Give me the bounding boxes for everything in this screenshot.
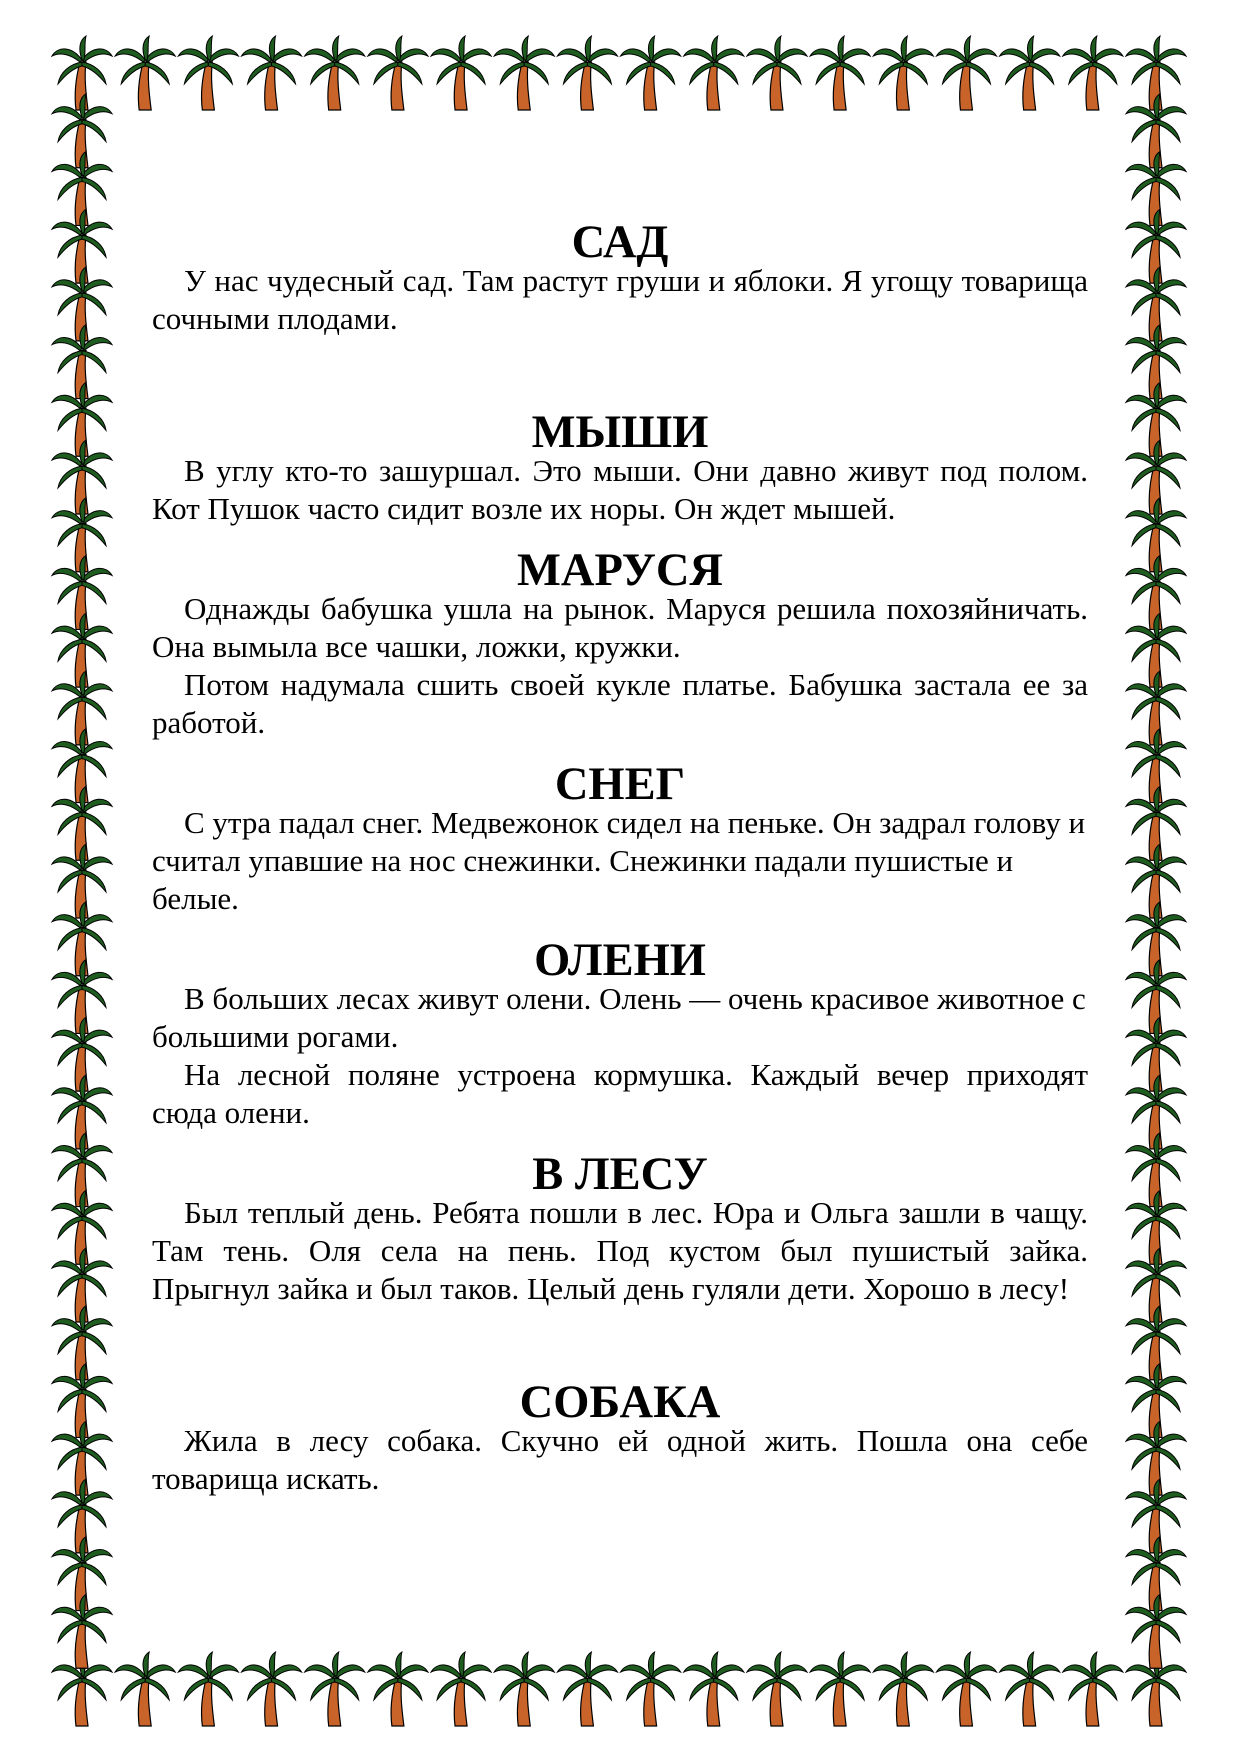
story-title: МЫШИ <box>531 407 709 458</box>
palm-tree-icon <box>557 1652 617 1726</box>
palm-tree-icon <box>52 1594 112 1668</box>
story-paragraph: В углу кто-то зашуршал. Это мыши. Они давно живут под полом. Кот Пушок часто сидит возле их норы. Он ждет мышей. <box>152 453 1088 526</box>
story-paragraph: Однажды бабушка ушла на рынок. Маруся решила похозяйничать. Она вымыла все чашки, ложки, кружки. <box>152 591 1088 664</box>
story-v-lesu <box>152 1149 1088 1308</box>
story-sneg <box>152 759 1088 918</box>
palm-tree-icon <box>810 1652 870 1726</box>
palm-tree-icon <box>1063 1652 1123 1726</box>
palm-tree-icon <box>684 1652 744 1726</box>
palm-tree-icon <box>242 36 302 110</box>
story-title: ОЛЕНИ <box>534 935 706 986</box>
story-title: СОБАКА <box>519 1377 721 1428</box>
story-paragraph: С утра падал снег. Медвежонок сидел на пеньке. Он задрал голову и считал упавшие на нос снежинки. Снежинки падали пушистые и белые. <box>152 805 1086 916</box>
palm-tree-icon <box>1000 36 1060 110</box>
palm-tree-icon <box>494 1652 554 1726</box>
palm-tree-icon <box>747 36 807 110</box>
story-sad <box>152 217 1088 338</box>
palm-tree-icon <box>621 36 681 110</box>
palm-tree-icon <box>621 1652 681 1726</box>
palm-tree-icon <box>368 1652 428 1726</box>
palm-tree-icon <box>305 1652 365 1726</box>
palm-tree-icon <box>431 1652 491 1726</box>
palm-tree-icon <box>178 1652 238 1726</box>
story-title: СНЕГ <box>554 759 686 810</box>
story-myshi <box>152 407 1088 528</box>
palm-tree-icon <box>936 1652 996 1726</box>
palm-tree-icon <box>873 1652 933 1726</box>
palm-tree-icon <box>494 36 554 110</box>
palm-tree-icon <box>557 36 617 110</box>
story-title: МАРУСЯ <box>516 545 723 596</box>
story-title: САД <box>571 217 669 268</box>
story-sobaka <box>152 1377 1088 1498</box>
stories-container <box>152 217 1088 1498</box>
palm-tree-icon <box>115 1652 175 1726</box>
palm-tree-icon <box>936 36 996 110</box>
palm-tree-icon <box>242 1652 302 1726</box>
palm-tree-icon <box>1000 1652 1060 1726</box>
story-oleni <box>152 935 1088 1132</box>
story-paragraph: Потом надумала сшить своей кукле платье. Бабушка застала ее за работой. <box>152 667 1088 740</box>
story-paragraph: На лесной поляне устроена кормушка. Каждый вечер приходят сюда олени. <box>152 1057 1088 1130</box>
story-paragraph: Был теплый день. Ребята пошли в лес. Юра и Ольга зашли в чащу. Там тень. Оля села на пень. Под кустом был пушистый зайка. Прыгнул зайка и был таков. Целый день гуляли дети. Хорошо в лесу! <box>152 1195 1088 1306</box>
palm-tree-icon <box>305 36 365 110</box>
story-paragraph: У нас чудесный сад. Там растут груши и яблоки. Я угощу товарища сочными плодами. <box>152 263 1088 336</box>
palm-tree-icon <box>810 36 870 110</box>
palm-tree-icon <box>178 36 238 110</box>
story-paragraph: Жила в лесу собака. Скучно ей одной жить. Пошла она себе товарища искать. <box>152 1423 1088 1496</box>
palm-tree-icon <box>684 36 744 110</box>
palm-tree-icon <box>873 36 933 110</box>
palm-tree-icon <box>1126 1594 1186 1668</box>
story-paragraph: В больших лесах живут олени. Олень — очень красивое животное с большими рогами. <box>152 981 1086 1054</box>
palm-tree-icon <box>747 1652 807 1726</box>
palm-tree-icon <box>431 36 491 110</box>
story-marusya <box>152 545 1088 742</box>
palm-tree-icon <box>1063 36 1123 110</box>
palm-tree-icon <box>115 36 175 110</box>
story-title: В ЛЕСУ <box>532 1149 708 1200</box>
palm-tree-icon <box>368 36 428 110</box>
